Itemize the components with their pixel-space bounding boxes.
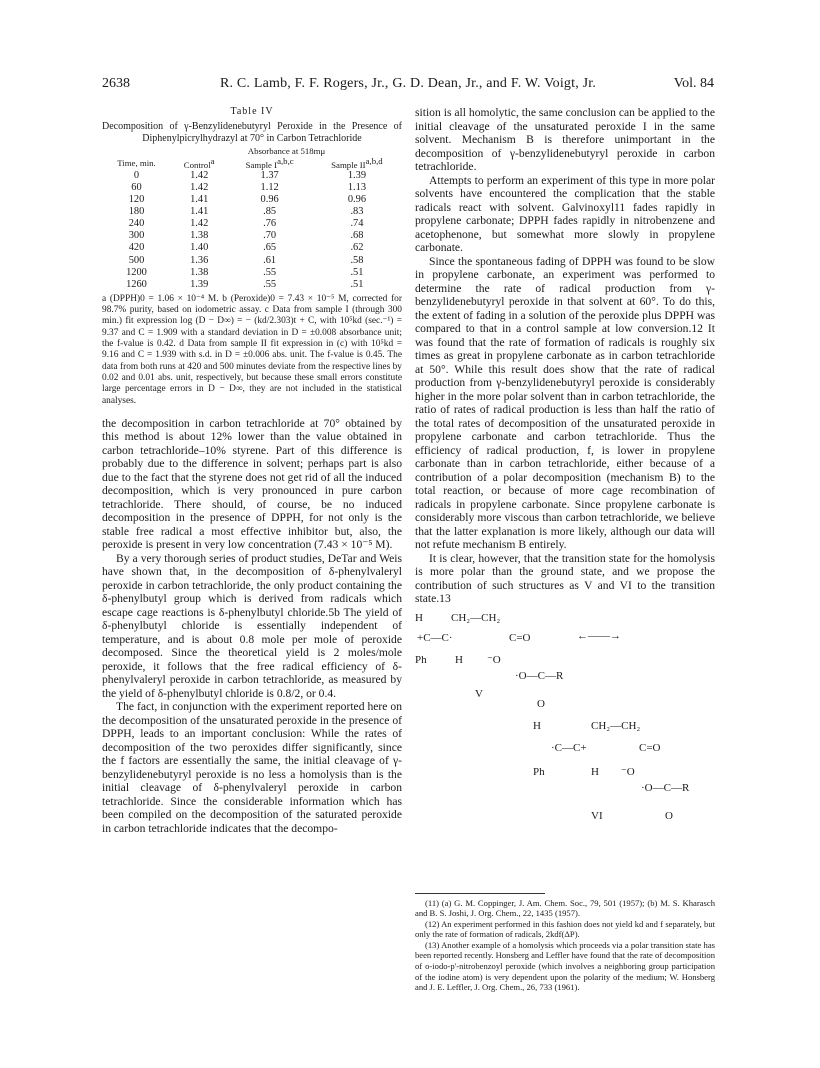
table-cell: 1.41 (190, 206, 209, 218)
table-body (102, 170, 402, 291)
v-label: V (475, 687, 483, 700)
table-cell: 1.36 (190, 254, 209, 266)
vi-ph: Ph (533, 765, 545, 778)
right-paragraph-3: Since the spontaneous fading of DPPH was found to be slow in propylene carbonate, an experiment was performed to determine the rate of radical production from γ-benzylidenebutyryl peroxide in that solvent at 60°. To do this, the extent of fading in a solution of the peroxide plus DPPH was compared to that in a control sample at low conversion.12 It was found that the rate of formation of radicals is roughly six times as great in propylene carbonate as in carbon tetrachloride at 50°. While this result does show that the rate of radical production from γ-benzylidenebutyryl peroxide is considerably higher in the more polar solvent than in carbon tetrachloride, the ratio of rates of radical production is less than half the ratio of the total rates of decomposition of the unsaturated peroxide in propylene carbonate and carbon tetrachloride. Thus the efficiency of radical production, f, is lower in propylene carbonate than in carbon tetrachloride, either because of a contribution of a polar decomposition (mechanism B) to the total reaction, or because of more cage recombination of radicals in propylene carbonate. Since propylene carbonate is considerably more viscous than carbon tetrachloride, we believe that the latter explanation is more likely, although our data will not refute mechanism B entirely. (415, 254, 715, 551)
vi-o-minus: ⁻O (621, 765, 635, 778)
table-cell: 1.39 (347, 169, 367, 181)
table-row (102, 182, 402, 194)
table-cell: 1.13 (347, 182, 367, 194)
column-header-label: Control (183, 159, 211, 170)
table-row (102, 194, 402, 206)
v-h: H (415, 611, 423, 624)
table-cell: 420 (128, 242, 145, 254)
table-cell: .55 (263, 266, 277, 278)
references (415, 898, 715, 993)
table-cell: 1.41 (190, 194, 209, 206)
table-cell: 1200 (126, 266, 147, 278)
table-cell: 1.38 (190, 266, 209, 278)
v-o-minus: ⁻O (487, 653, 501, 666)
table-column-header (227, 156, 312, 170)
table-cell: 60 (131, 182, 142, 194)
table-footnote: a (DPPH)0 = 1.06 × 10⁻⁴ M. b (Peroxide)0 = 7.43 × 10⁻⁵ M, corrected for 98.7% purity, based on iodometric assay. c Data from sample I (through 300 min.) fit expression log (D − D∞) = − (kd/2.303)t + C, with 10⁵kd (sec.⁻¹) = 9.37 and C = 1.909 with a standard deviation in D = ±0.008 absorbance unit; the f-value is 0.42. d Data from sample II fit expression in (c) with 10⁵kd = 9.16 and C = 1.939 with s.d. in D = ±0.006 abs. unit. The f-value is 0.45. The data from both runs at 420 and 500 minutes deviate from the respective lines by 0.02 and 0.01 abs. unit, respectively, but because these small errors constitute large percentage errors in D − D∞, they are not included in the statistical analyses. (102, 293, 402, 406)
table-number: Table IV (230, 106, 274, 117)
reference-11: (11) (a) G. M. Coppinger, J. Am. Chem. Soc., 79, 501 (1957); (b) M. S. Kharasch and B. S. Joshi, J. Org. Chem., 22, 1435 (1957). (415, 897, 715, 919)
vi-h: H (533, 719, 541, 732)
data-table (102, 146, 402, 291)
table-cell: 0.96 (260, 194, 279, 206)
table-cell: 1.37 (260, 169, 279, 181)
footnote-rule (415, 893, 545, 894)
vi-label: VI (591, 809, 603, 822)
table-row (102, 255, 402, 267)
column-header-label: Sample I (245, 159, 278, 170)
table-cell: .74 (350, 218, 364, 230)
vi-c-plus: ·C—C+ (551, 741, 587, 754)
running-authors: R. C. Lamb, F. F. Rogers, Jr., G. D. Dean, Jr., and F. W. Voigt, Jr. (219, 76, 597, 91)
table-cell: .51 (350, 266, 364, 278)
left-paragraph-1: the decomposition in carbon tetrachloride at 70° obtained by this method is about 12% lower than the value obtained in carbon tetrachloride–10% styrene. Part of this difference is probably due to the difference in solvent; perhaps part is also due to the fact that the styrene does not get rid of all the induced decomposition, which is very pronounced in pure carbon tetrachloride. There should, of course, be no induced decomposition in the presence of DPPH, for not only is the stable free radical a most effective inhibitor but, also, the peroxide is present in very low concentration (7.43 × 10⁻⁵ M). (102, 416, 402, 552)
table-row (102, 218, 402, 230)
table-cell: 0.96 (347, 194, 367, 206)
volume-label: Vol. 84 (673, 76, 714, 91)
right-paragraph-2: Attempts to perform an experiment of this type in more polar solvents have encountered the complication that the stable radicals react with solvent. Galvinoxyl11 fades rapidly in propylene carbonate; DPPH fades rapidly in nitrobenzene and acetophenone, but somewhat more slowly in propylene carbonate. (415, 173, 715, 254)
table-row (102, 242, 402, 254)
column-header-label: Time, min. (117, 157, 156, 168)
table-title: Decomposition of γ-Benzylidenebutyryl Peroxide in the Presence of Diphenylpicrylhydrazyl at 70° in Carbon Tetrachloride (102, 121, 402, 144)
table-cell: 500 (128, 254, 145, 266)
table-caption (102, 106, 402, 145)
table-cell: .83 (350, 206, 364, 218)
table-cell: .58 (350, 254, 364, 266)
table-cell: 1.38 (190, 230, 209, 242)
v-c-plus: +C—C· (417, 631, 453, 644)
table-cell: 300 (128, 230, 145, 242)
left-paragraph-2: By a very thorough series of product studies, DeTar and Weis have shown that, in the decomposition of δ-phenylvaleryl peroxide in carbon tetrachloride, the only product containing the δ-phenylbutyl group which is derived from radicals which escape cage reactions is δ-phenylbutyl chloride.5b The yield of δ-phenylbutyl chloride is essentially independent of temperature, and is about 0.8 mole per mole of peroxide decomposed. Since the theoretical yield is 2 moles/mole peroxide, it follows that the free radical efficiency of δ-phenylvaleryl peroxide in carbon tetrachloride, as measured by the yield of δ-phenylbutyl chloride is 0.8/2, or 0.4. (102, 551, 402, 700)
table-column-header (102, 156, 171, 170)
v-h2: H (455, 653, 463, 666)
table-cell: 1.40 (190, 242, 209, 254)
table-cell: 240 (128, 218, 145, 230)
table-row (102, 230, 402, 242)
table-cell: 1.39 (190, 278, 209, 290)
v-o: O (537, 697, 545, 710)
table-row (102, 206, 402, 218)
table-cell: .61 (263, 254, 277, 266)
table-cell: 1260 (126, 278, 147, 290)
vi-o: O (665, 809, 673, 822)
table-column-header (312, 156, 402, 170)
vi-ester: ·O—C—R (641, 781, 690, 794)
column-header-footnote-mark: a (210, 156, 215, 166)
table-row (102, 279, 402, 291)
table-cell: .76 (263, 218, 277, 230)
table-cell: 1.42 (190, 218, 209, 230)
left-column (102, 106, 402, 835)
table-cell: 180 (128, 206, 145, 218)
column-header-footnote-mark: a,b,d (365, 156, 383, 166)
table-column-header (171, 156, 227, 170)
structures-v-vi (415, 606, 715, 891)
table-cell: 120 (128, 194, 145, 206)
right-column (415, 106, 715, 993)
reference-12: (12) An experiment performed in this fashion does not yield kd and f separately, but only the rate of formation of radicals, 2kdf(ΔP). (415, 918, 715, 940)
v-ch2ch2: CH₂—CH₂ (451, 611, 501, 624)
reference-13: (13) Another example of a homolysis which proceeds via a polar transition state has been reported recently. Honsberg and Leffler have found that the rate of decomposition of o-iodo-p'-nitrobenzoyl peroxide (which involves a neighboring group participation of the iodine atom) is very dependent upon the polarity of the medium; W. Honsberg and J. E. Leffler, J. Org. Chem., 26, 733 (1961). (415, 939, 715, 993)
table-cell: .65 (263, 242, 277, 254)
column-header-footnote-mark: a,b,c (277, 156, 294, 166)
table-cell: 1.42 (190, 182, 209, 194)
table-cell: .68 (350, 230, 364, 242)
table-row (102, 267, 402, 279)
vi-ch2ch2: CH₂—CH₂ (591, 719, 641, 732)
v-c-eq-o: C=O (509, 631, 531, 644)
table-header-row (102, 156, 402, 170)
table-cell: .51 (350, 278, 364, 290)
resonance-arrow: ←——→ (577, 629, 621, 642)
table-cell: .55 (263, 278, 277, 290)
table-group-header: Absorbance at 518mμ (247, 146, 326, 156)
table-cell: .62 (350, 242, 364, 254)
right-paragraph-4: It is clear, however, that the transition state for the homolysis is more polar than the ground state, and we propose the contribution of such structures as V and VI to the transition state.13 (415, 551, 715, 605)
page-number: 2638 (102, 76, 130, 91)
table-cell: .85 (263, 206, 277, 218)
vi-h2: H (591, 765, 599, 778)
table-cell: 1.12 (260, 182, 279, 194)
v-ph: Ph (415, 653, 427, 666)
vi-c-eq-o: C=O (639, 741, 661, 754)
table-cell: .70 (263, 230, 277, 242)
v-ester: ·O—C—R (515, 669, 564, 682)
table-row (102, 170, 402, 182)
column-header-label: Sample II (331, 159, 366, 170)
left-paragraph-3: The fact, in conjunction with the experiment reported here on the decomposition of the unsaturated peroxide in the presence of DPPH, leads to an important conclusion: While the rates of decomposition of the two peroxides differ significantly, since the f factors are essentially the same, the initial cleavage of γ-benzylidenebutyryl peroxide is no less a homolysis than is the initial cleavage of δ-phenylvaleryl peroxide in carbon tetrachloride. Since the considerable information which has been compiled on the decomposition of the saturated peroxide in carbon tetrachloride indicates that the decompo- (102, 700, 402, 835)
table-cell: 0 (133, 169, 140, 181)
table-cell: 1.42 (190, 169, 209, 181)
right-paragraph-1: sition is all homolytic, the same conclusion can be applied to the initial cleavage of the unsaturated peroxide I in the same solvent. Mechanism B is therefore unimportant in the decomposition of γ-benzylidenebutyryl peroxide in carbon tetrachloride. (415, 106, 715, 173)
